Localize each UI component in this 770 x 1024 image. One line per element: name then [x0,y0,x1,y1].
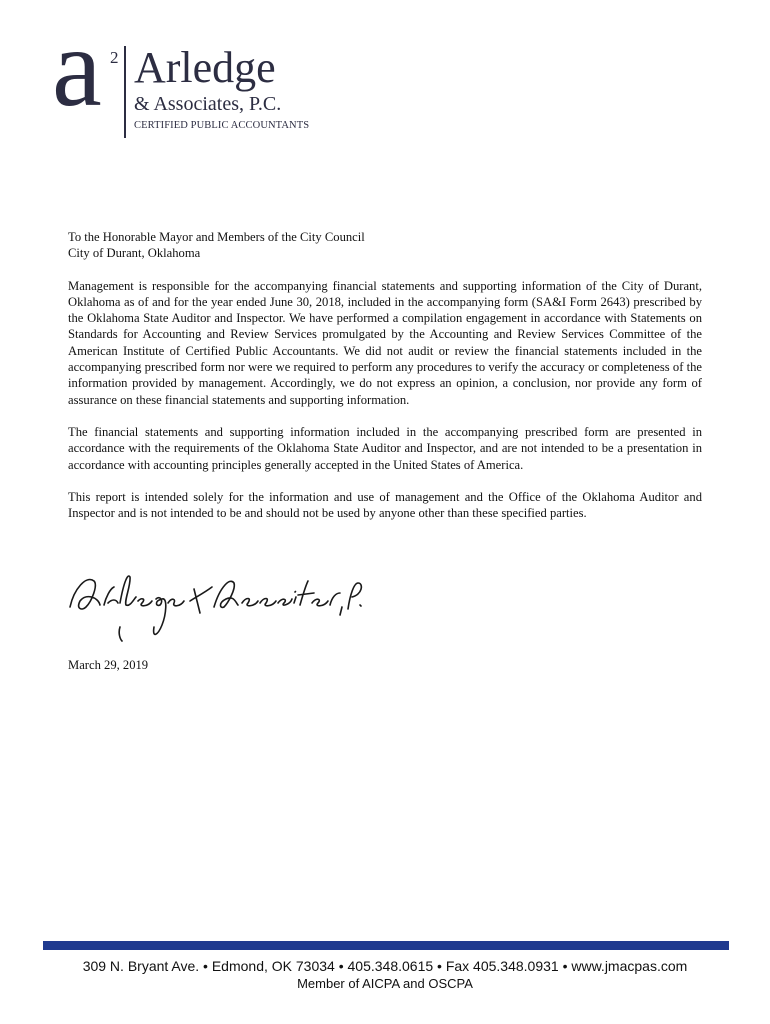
letter-date: March 29, 2019 [68,658,149,672]
logo-tagline: CERTIFIED PUBLIC ACCOUNTANTS [134,120,310,131]
footer-address: 309 N. Bryant Ave. • Edmond, OK 73034 • 405.348.0615 • Fax 405.348.0931 • www.jmacpas.com [82,958,688,974]
paragraph-responsibility: Management is responsible for the accompanying financial statements and supporting information of the City of Durant, Oklahoma as of and for the year ended June 30, 2018, included in the accompanying form (SA&I Form 2643) prescribed by the Oklahoma State Auditor and Inspector. We have performed a compilation engagement in accordance with Statements on Standards for Accounting and Review Services promulgated by the Accounting and Review Services Committee of the American Institute of Certified Public Accountants. We did not audit or review the financial statements included in the accompanying prescribed form nor were we required to perform any procedures to verify the accuracy or completeness of the information provided by management. Accordingly, we do not express an opinion, a conclusion, nor provide any form of assurance on these financial statements and supporting information. [68,278,702,407]
paragraph-restricted-use: This report is intended solely for the information and use of management and the Office of the Oklahoma Auditor and Inspector and is not intended to be and should not be used by anyone other than these specified parties. [68,489,702,521]
logo-letter: a [52,6,102,130]
recipient-address [68,229,702,262]
address-line: City of Durant, Oklahoma [68,246,201,261]
paragraph-presentation: The financial statements and supporting information included in the accompanying prescribed form are presented in accordance with the requirements of the Oklahoma State Auditor and Inspector, and are not intended to be a presentation in accordance with accounting principles generally accepted in the United States of America. [68,424,702,472]
logo-subtitle: & Associates, P.C. [134,93,282,115]
footer-rule [43,941,729,950]
logo-divider [124,46,126,138]
logo-superscript: 2 [110,48,119,67]
handwritten-signature [64,567,364,642]
footer-membership: Member of AICPA and OSCPA [297,976,473,991]
logo-firm-name: Arledge [134,43,276,92]
firm-logo [52,6,332,140]
address-line: To the Honorable Mayor and Members of the City Council [68,230,365,244]
letter-body [68,229,702,537]
